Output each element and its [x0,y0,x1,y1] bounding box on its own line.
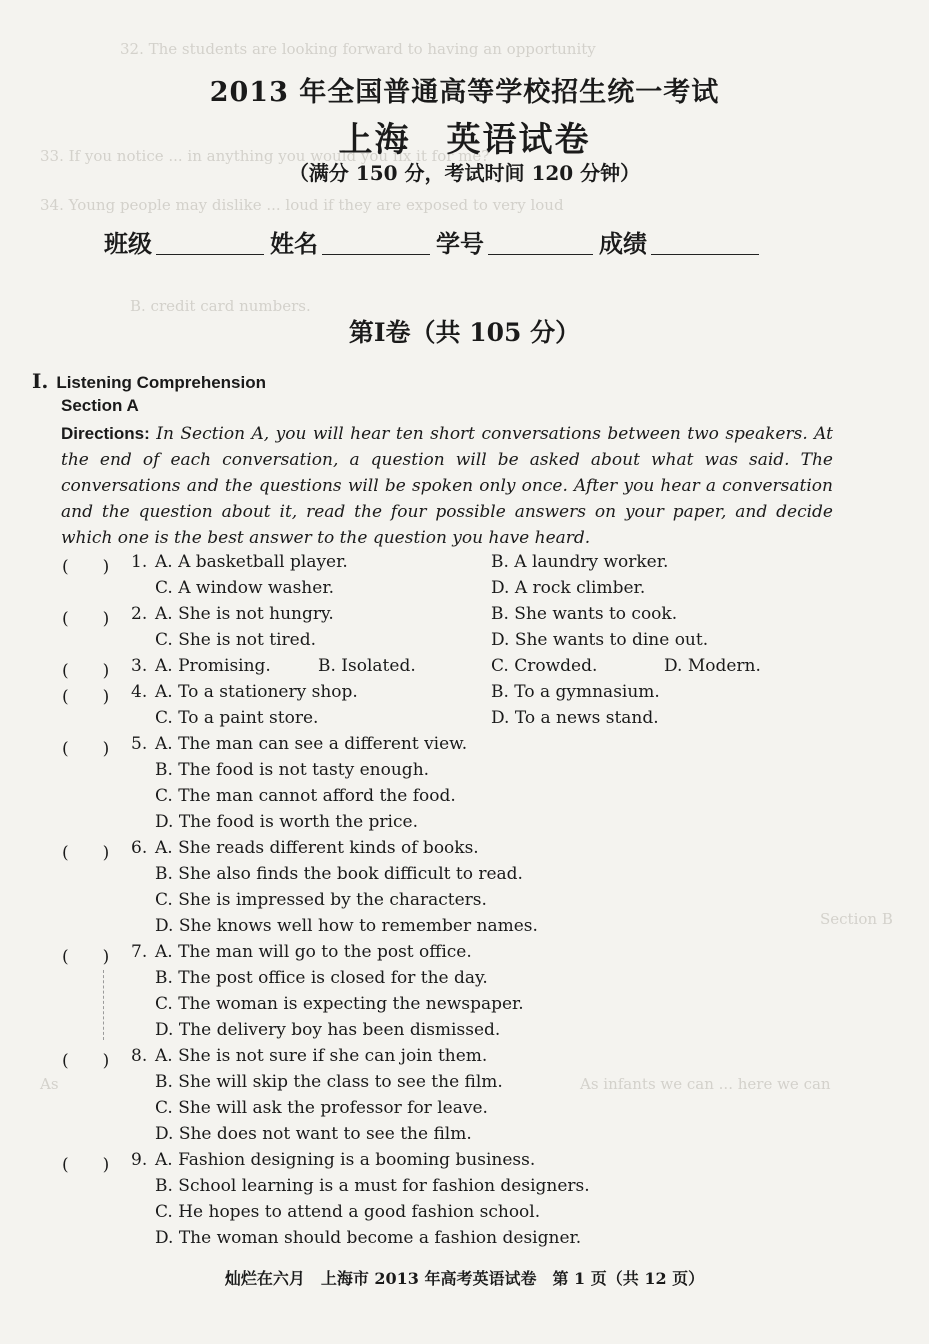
option-b: B. She will skip the class to see the film. [155,1072,503,1092]
option-a: A. Fashion designing is a booming business. [155,1150,536,1170]
question-number: 8. [131,1046,148,1066]
option-c: C. A window washer. [155,578,334,598]
section-roman-numeral: Ⅰ. [32,369,49,393]
option-c: C. She will ask the professor for leave. [155,1098,488,1118]
option-d: D. The woman should become a fashion designer. [155,1228,582,1248]
option-b: B. School learning is a must for fashion designers. [155,1176,590,1196]
exam-subject: 上海 英语试卷 [338,120,591,160]
option-a: A. She is not sure if she can join them. [155,1046,488,1066]
question-number: 3. [131,656,148,676]
answer-bracket[interactable]: ( ) [62,661,110,681]
option-c: C. The woman is expecting the newspaper. [155,994,524,1014]
option-c: C. She is impressed by the characters. [155,890,487,910]
name-blank[interactable] [322,232,430,255]
field-label-class: 班级 [104,229,152,258]
option-b: B. The post office is closed for the day. [155,968,488,988]
option-d: D. The food is worth the price. [155,812,418,832]
answer-bracket[interactable]: ( ) [62,739,110,759]
subsection-title: Section A [61,396,139,415]
bleed-through-text: 32. The students are looking forward to having an opportunity [120,40,596,58]
class-blank[interactable] [156,232,264,255]
directions-label: Directions: [61,424,150,443]
question-number: 4. [131,682,148,702]
option-a: A. The man will go to the post office. [155,942,472,962]
answer-bracket[interactable]: ( ) [62,1051,110,1071]
answer-bracket[interactable]: ( ) [62,687,110,707]
option-c: C. The man cannot afford the food. [155,786,456,806]
option-b: B. She also finds the book difficult to read. [155,864,523,884]
option-b: B. To a gymnasium. [491,682,660,702]
student-id-blank[interactable] [488,232,593,255]
option-a: A. The man can see a different view. [155,734,468,754]
option-d: D. The delivery boy has been dismissed. [155,1020,501,1040]
option-c: C. He hopes to attend a good fashion school. [155,1202,541,1222]
answer-bracket[interactable]: ( ) [62,1155,110,1175]
option-d: D. She does not want to see the film. [155,1124,472,1144]
option-b: B. A laundry worker. [491,552,669,572]
question-number: 2. [131,604,148,624]
part-title: 第Ⅰ卷（共 105 分） [348,318,581,347]
option-d: D. To a news stand. [491,708,659,728]
score-blank[interactable] [651,232,759,255]
question-number: 9. [131,1150,148,1170]
option-b: B. Isolated. [318,656,416,676]
option-b: B. The food is not tasty enough. [155,760,430,780]
option-d: D. She knows well how to remember names. [155,916,538,936]
bleed-through-text: As infants we can ... here we can [580,1075,831,1093]
question-number: 6. [131,838,148,858]
bleed-through-text: B. credit card numbers. [130,297,311,315]
question-number: 1. [131,552,148,572]
bleed-through-text: 33. If you notice ... in anything you would you fix it for me? [40,147,490,165]
ink-mark [103,970,105,1040]
option-a: A. She is not hungry. [155,604,334,624]
option-d: D. She wants to dine out. [491,630,709,650]
option-c: C. She is not tired. [155,630,316,650]
answer-bracket[interactable]: ( ) [62,557,110,577]
question-number: 7. [131,942,148,962]
exam-title: 2013 年全国普通高等学校招生统一考试 [209,77,720,108]
student-info-fields [104,224,765,259]
field-label-name: 姓名 [270,229,318,258]
directions-text: In Section A, you will hear ten short conversations between two speakers. At the end of each conversation, a question will be asked about what was said. The conversations and the questions will be spoken only once. After you hear a conversation and the question about it, read the four possible answers on your paper, and decide which one is the best answer to the question you have heard. [61,424,833,548]
bleed-through-text: Section B [820,910,893,928]
option-b: B. She wants to cook. [491,604,678,624]
field-label-score: 成绩 [599,229,647,258]
option-d: D. A rock climber. [491,578,646,598]
section-title: Listening Comprehension [56,373,267,392]
option-d: D. Modern. [664,656,761,676]
option-a: A. To a stationery shop. [155,682,358,702]
answer-bracket[interactable]: ( ) [62,947,110,967]
option-c: C. To a paint store. [155,708,319,728]
bleed-through-text: 34. Young people may dislike ... loud if they are exposed to very loud [40,196,564,214]
option-a: A. A basketball player. [155,552,348,572]
answer-bracket[interactable]: ( ) [62,843,110,863]
answer-bracket[interactable]: ( ) [62,609,110,629]
page-footer: 灿烂在六月 上海市 2013 年高考英语试卷 第 1 页（共 12 页） [224,1269,705,1288]
directions [61,421,833,551]
section-heading [32,369,266,393]
option-c: C. Crowded. [491,656,598,676]
option-a: A. Promising. [155,656,271,676]
exam-info: （满分 150 分，考试时间 120 分钟） [288,161,641,185]
bleed-through-text: As [40,1075,59,1093]
field-label-id: 学号 [436,229,484,258]
question-number: 5. [131,734,148,754]
option-a: A. She reads different kinds of books. [155,838,479,858]
